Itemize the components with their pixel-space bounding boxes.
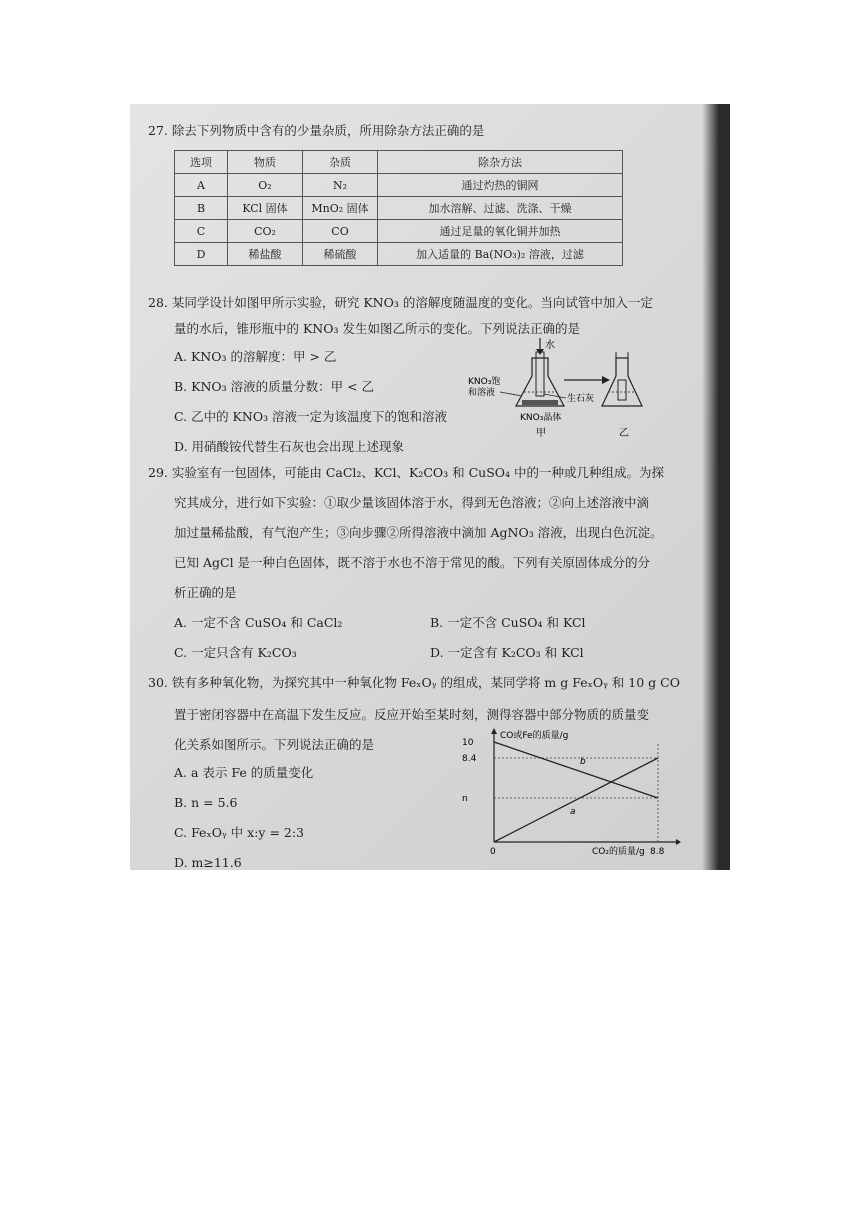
cell: MnO₂ 固体 [303, 197, 378, 220]
header-method: 除杂方法 [378, 151, 623, 174]
chart-marks [462, 738, 665, 857]
q28-stem-line2: 量的水后，锥形瓶中的 KNO₃ 发生如图乙所示的变化。下列说法正确的是 [174, 321, 580, 336]
cell: 通过灼热的铜网 [378, 174, 623, 197]
test-tube-yi [618, 380, 626, 400]
cell: KCl 固体 [228, 197, 303, 220]
x-axis-label: CO₂的质量/g [592, 847, 645, 857]
q28-option-d: D. 用硝酸铵代替生石灰也会出现上述现象 [174, 439, 405, 454]
x-tick-label: 8.8 [650, 847, 665, 857]
crystal-layer [522, 400, 558, 405]
q30-option-c: C. FeₓOᵧ 中 x:y = 2:3 [174, 825, 305, 840]
q27-stem: 27. 除去下列物质中含有的少量杂质，所用除杂方法正确的是 [148, 123, 485, 138]
q30-line2: 置于密闭容器中在高温下发生反应。反应开始至某时刻，测得容器中部分物质的质量变 [174, 707, 650, 722]
cell: 加入适量的 Ba(NO₃)₂ 溶液，过滤 [378, 243, 623, 266]
cell: C [175, 220, 228, 243]
y-axis-arrow [491, 728, 497, 734]
q27-table [174, 150, 623, 266]
table-row [175, 243, 623, 266]
label-yi: 乙 [619, 428, 629, 439]
cell: 加水溶解、过滤、洗涤、干燥 [378, 197, 623, 220]
header-option: 选项 [175, 151, 228, 174]
x-tick-label: 0 [490, 847, 496, 857]
exam-photo [130, 104, 730, 870]
q29-line2: 究其成分，进行如下实验：①取少量该固体溶于水，得到无色溶液；②向上述溶液中滴 [174, 495, 650, 510]
q29-line1: 29. 实验室有一包固体，可能由 CaCl₂、KCl、K₂CO₃ 和 CuSO₄ 中的一种或几种组成。为探 [148, 465, 665, 480]
label-sat2: 和溶液 [468, 388, 496, 398]
cell: N₂ [303, 174, 378, 197]
y-tick-label: n [462, 794, 468, 804]
q30-option-a: A. a 表示 Fe 的质量变化 [174, 765, 314, 780]
q29-option-d: D. 一定含有 K₂CO₃ 和 KCl [430, 645, 584, 660]
table-row [175, 220, 623, 243]
cell: D [175, 243, 228, 266]
cell: A [175, 174, 228, 197]
label-crystal: KNO₃晶体 [520, 413, 562, 423]
header-substance: 物质 [228, 151, 303, 174]
test-tube [536, 352, 544, 396]
photo-shadow-edge [702, 104, 730, 870]
table-row [175, 174, 623, 197]
q29-line5: 析正确的是 [174, 585, 237, 600]
q28-option-a: A. KNO₃ 的溶解度：甲 > 乙 [174, 349, 337, 364]
label-sat1: KNO₃饱 [468, 377, 501, 387]
table-header-row [175, 151, 623, 174]
cell: O₂ [228, 174, 303, 197]
q29-option-c: C. 一定只含有 K₂CO₃ [174, 645, 297, 660]
y-tick-label: 8.4 [462, 754, 477, 764]
cell: CO₂ [228, 220, 303, 243]
q30-chart [460, 726, 682, 860]
q29-line3: 加过量稀盐酸，有气泡产生；③向步骤②所得溶液中滴加 AgNO₃ 溶液，出现白色沉淀。 [174, 525, 663, 540]
q30-option-d: D. m≥11.6 [174, 855, 242, 870]
cell: CO [303, 220, 378, 243]
q30-line3: 化关系如图所示。下列说法正确的是 [174, 737, 375, 752]
flask-jia [516, 358, 564, 406]
q28-stem-line1: 28. 某同学设计如图甲所示实验，研究 KNO₃ 的溶解度随温度的变化。当向试管中加入一定 [148, 295, 653, 310]
y-axis-label: CO或Fe的质量/g [500, 731, 569, 741]
series-label-a: a [570, 807, 576, 817]
q29-option-b: B. 一定不含 CuSO₄ 和 KCl [430, 615, 586, 630]
q29-line4: 已知 AgCl 是一种白色固体，既不溶于水也不溶于常见的酸。下列有关原固体成分的分 [174, 555, 651, 570]
cell: 稀盐酸 [228, 243, 303, 266]
series-label-b: b [580, 757, 586, 767]
y-tick-label: 10 [462, 738, 474, 748]
q30-line1: 30. 铁有多种氧化物，为探究其中一种氧化物 FeₓOᵧ 的组成，某同学将 m g FeₓOᵧ 和 10 g CO [148, 675, 680, 690]
label-jia: 甲 [536, 428, 546, 439]
q28-option-b: B. KNO₃ 溶液的质量分数：甲 < 乙 [174, 379, 375, 394]
cell: 稀硫酸 [303, 243, 378, 266]
header-impurity: 杂质 [303, 151, 378, 174]
water-label: 水 [545, 340, 555, 351]
q28-figure [468, 336, 658, 448]
flask-yi [602, 358, 642, 406]
cell: B [175, 197, 228, 220]
cell: 通过足量的氧化铜并加热 [378, 220, 623, 243]
q29-option-a: A. 一定不含 CuSO₄ 和 CaCl₂ [174, 615, 343, 630]
label-quicklime: 生石灰 [567, 394, 595, 404]
table-row [175, 197, 623, 220]
q30-option-b: B. n = 5.6 [174, 795, 238, 810]
x-axis-arrow [676, 839, 681, 845]
q28-option-c: C. 乙中的 KNO₃ 溶液一定为该温度下的饱和溶液 [174, 409, 448, 424]
